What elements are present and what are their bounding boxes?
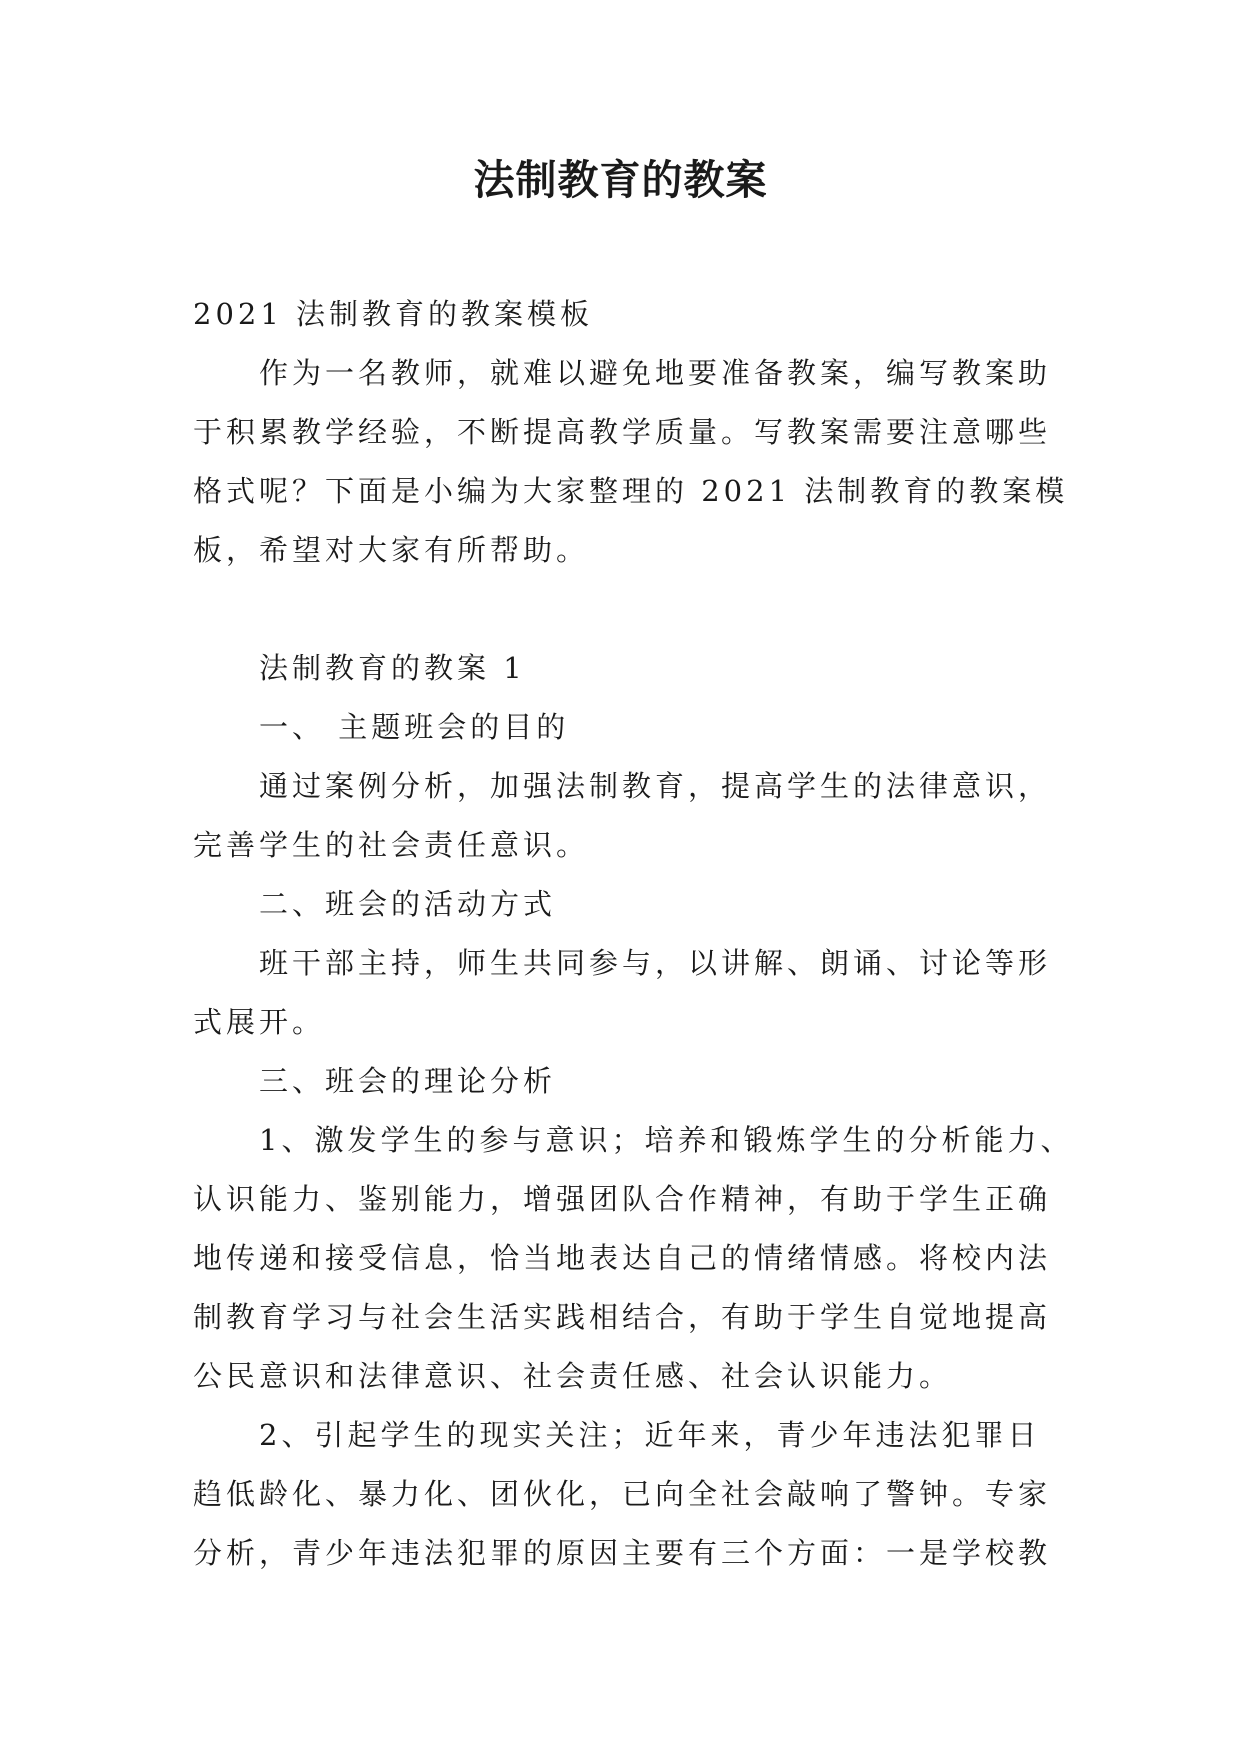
text-line: 班干部主持，师生共同参与，以讲解、朗诵、讨论等形 — [259, 946, 1052, 980]
text-line: 格式呢？下面是小编为大家整理的 2021 法制教育的教案模 — [193, 474, 1069, 508]
text-line: 完善学生的社会责任意识。 — [193, 828, 590, 862]
text-line: 1、激发学生的参与意识；培养和锻炼学生的分析能力、 — [259, 1123, 1074, 1157]
text-line: 2021 法制教育的教案模板 — [193, 297, 594, 331]
document-title: 法制教育的教案 — [473, 156, 768, 204]
text-line: 分析，青少年违法犯罪的原因主要有三个方面：一是学校教 — [193, 1536, 1052, 1570]
text-line: 法制教育的教案 1 — [259, 651, 526, 685]
text-line: 于积累教学经验，不断提高教学质量。写教案需要注意哪些 — [193, 415, 1052, 449]
document-body — [193, 285, 1074, 1583]
text-line: 认识能力、鉴别能力，增强团队合作精神，有助于学生正确 — [193, 1182, 1052, 1216]
text-line: 地传递和接受信息，恰当地表达自己的情绪情感。将校内法 — [193, 1241, 1052, 1275]
text-line: 三、班会的理论分析 — [259, 1064, 557, 1098]
paragraph-spacer — [193, 580, 1053, 639]
text-line: 趋低龄化、暴力化、团伙化，已向全社会敲响了警钟。专家 — [193, 1477, 1052, 1511]
text-line: 作为一名教师，就难以避免地要准备教案，编写教案助 — [259, 356, 1052, 390]
text-line: 公民意识和法律意识、社会责任感、社会认识能力。 — [193, 1359, 953, 1393]
text-line: 2、引起学生的现实关注；近年来，青少年违法犯罪日 — [259, 1418, 1041, 1452]
text-line: 通过案例分析，加强法制教育，提高学生的法律意识， — [259, 769, 1052, 803]
text-line: 板，希望对大家有所帮助。 — [193, 533, 590, 567]
text-line: 二、班会的活动方式 — [259, 887, 557, 921]
text-line: 式展开。 — [193, 1005, 326, 1039]
text-line: 制教育学习与社会生活实践相结合，有助于学生自觉地提高 — [193, 1300, 1052, 1334]
text-line: 一、 主题班会的目的 — [259, 710, 570, 744]
